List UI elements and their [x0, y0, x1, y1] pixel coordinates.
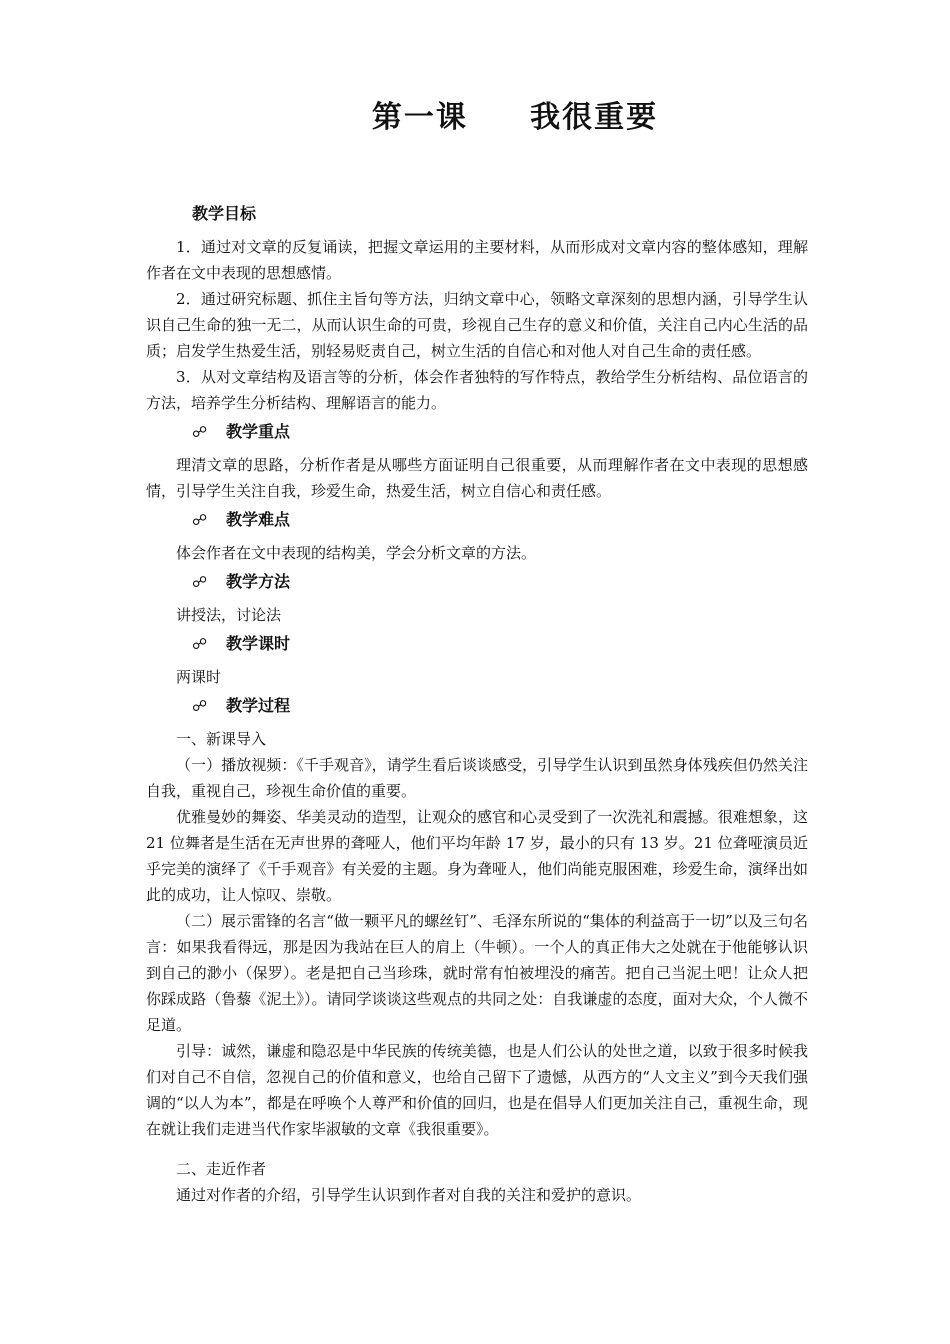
goal-item-1: 1．通过对文章的反复诵读，把握文章运用的主要材料，从而形成对文章内容的整体感知，理解作者在文中表现的思想感情。 [146, 238, 808, 282]
process-paragraph-1: （一）播放视频：《千手观音》，请学生看后谈谈感受，引导学生认识到虽然身体残疾但仍然关注自我，重视自己，珍视生命价值的重要。 [146, 756, 808, 800]
process-paragraph-3: （二）展示雷锋的名言“做一颗平凡的螺丝钉”、毛泽东所说的“集体的利益高于一切”以及三句名言：如果我看得远，那是因为我站在巨人的肩上（牛顿）。一个人的真正伟大之处就在于他能够认识到自己的渺小（保罗）。老是把自己当珍珠，就时常有怕被埋没的痛苦。把自己当泥土吧！让众人把你踩成路（鲁藜《泥土》）。请同学谈谈这些观点的共同之处：自我谦虚的态度，面对大众，个人微不足道。 [146, 912, 808, 1034]
heading-hours: ☍ 教学课时 [192, 630, 808, 658]
key-text: 理清文章的思路，分析作者是从哪些方面证明自己很重要，从而理解作者在文中表现的思想感情，引导学生关注自我，珍爱生命，热爱生活，树立自信心和责任感。 [146, 456, 808, 500]
document-body [146, 198, 808, 1208]
goal-item-2: 2．通过研究标题、抓住主旨句等方法，归纳文章中心，领略文章深刻的思想内涵，引导学生认识自己生命的独一无二，从而认识生命的可贵，珍视自己生存的意义和价值，关注自己内心生活的品质；启发学生热爱生活，别轻易贬责自己，树立生活的自信心和对他人对自己生命的责任感。 [146, 290, 808, 360]
part1-title: 一、新课导入 [176, 730, 267, 748]
part2-title: 二、走近作者 [176, 1160, 267, 1178]
link-glyph-icon: ☍ [192, 635, 206, 653]
goal-item-3: 3．从对文章结构及语言等的分析，体会作者独特的写作特点，教给学生分析结构、品位语言的方法，培养学生分析结构、理解语言的能力。 [146, 368, 808, 412]
process-paragraph-4: 引导：诚然，谦虚和隐忍是中华民族的传统美德，也是人们公认的处世之道，以致于很多时候我们对自己不自信，忽视自己的价值和意义，也给自己留下了遗憾，从西方的“人文主义”到今天我们强调的“以人为本”，都是在呼唤个人尊严和价值的回归，也是在倡导人们更加关注自己，重视生命，现在就让我们走进当代作家毕淑敏的文章《我很重要》。 [146, 1042, 808, 1138]
heading-key: ☍ 教学重点 [192, 418, 808, 446]
process-paragraph-2: 优雅曼妙的舞姿、华美灵动的造型，让观众的感官和心灵受到了一次洗礼和震撼。很难想象，这 21 位舞者是生活在无声世界的聋哑人，他们平均年龄 17 岁，最小的只有 13 岁。21 位聋哑演员近乎完美的演绎了《千手观音》有关爱的主题。身为聋哑人，他们尚能克服困难，珍爱生命，演绎出如此的成功，让人惊叹、崇敬。 [146, 808, 808, 904]
process-paragraph-5: 通过对作者的介绍，引导学生认识到作者对自我的关注和爱护的意识。 [176, 1186, 642, 1204]
link-glyph-icon: ☍ [192, 697, 206, 715]
heading-process: ☍ 教学过程 [192, 692, 808, 720]
link-glyph-icon: ☍ [192, 423, 206, 441]
link-glyph-icon: ☍ [192, 511, 206, 529]
hours-text: 两课时 [176, 668, 222, 686]
page-title: 第一课 我很重要 [371, 100, 659, 135]
link-glyph-icon: ☍ [192, 573, 206, 591]
difficulty-text: 体会作者在文中表现的结构美，学会分析文章的方法。 [176, 544, 537, 562]
heading-method: ☍ 教学方法 [192, 568, 808, 596]
heading-goals: 教学目标 [192, 204, 257, 223]
method-text: 讲授法，讨论法 [176, 606, 282, 624]
heading-difficulty: ☍ 教学难点 [192, 506, 808, 534]
spacer [146, 1142, 808, 1156]
